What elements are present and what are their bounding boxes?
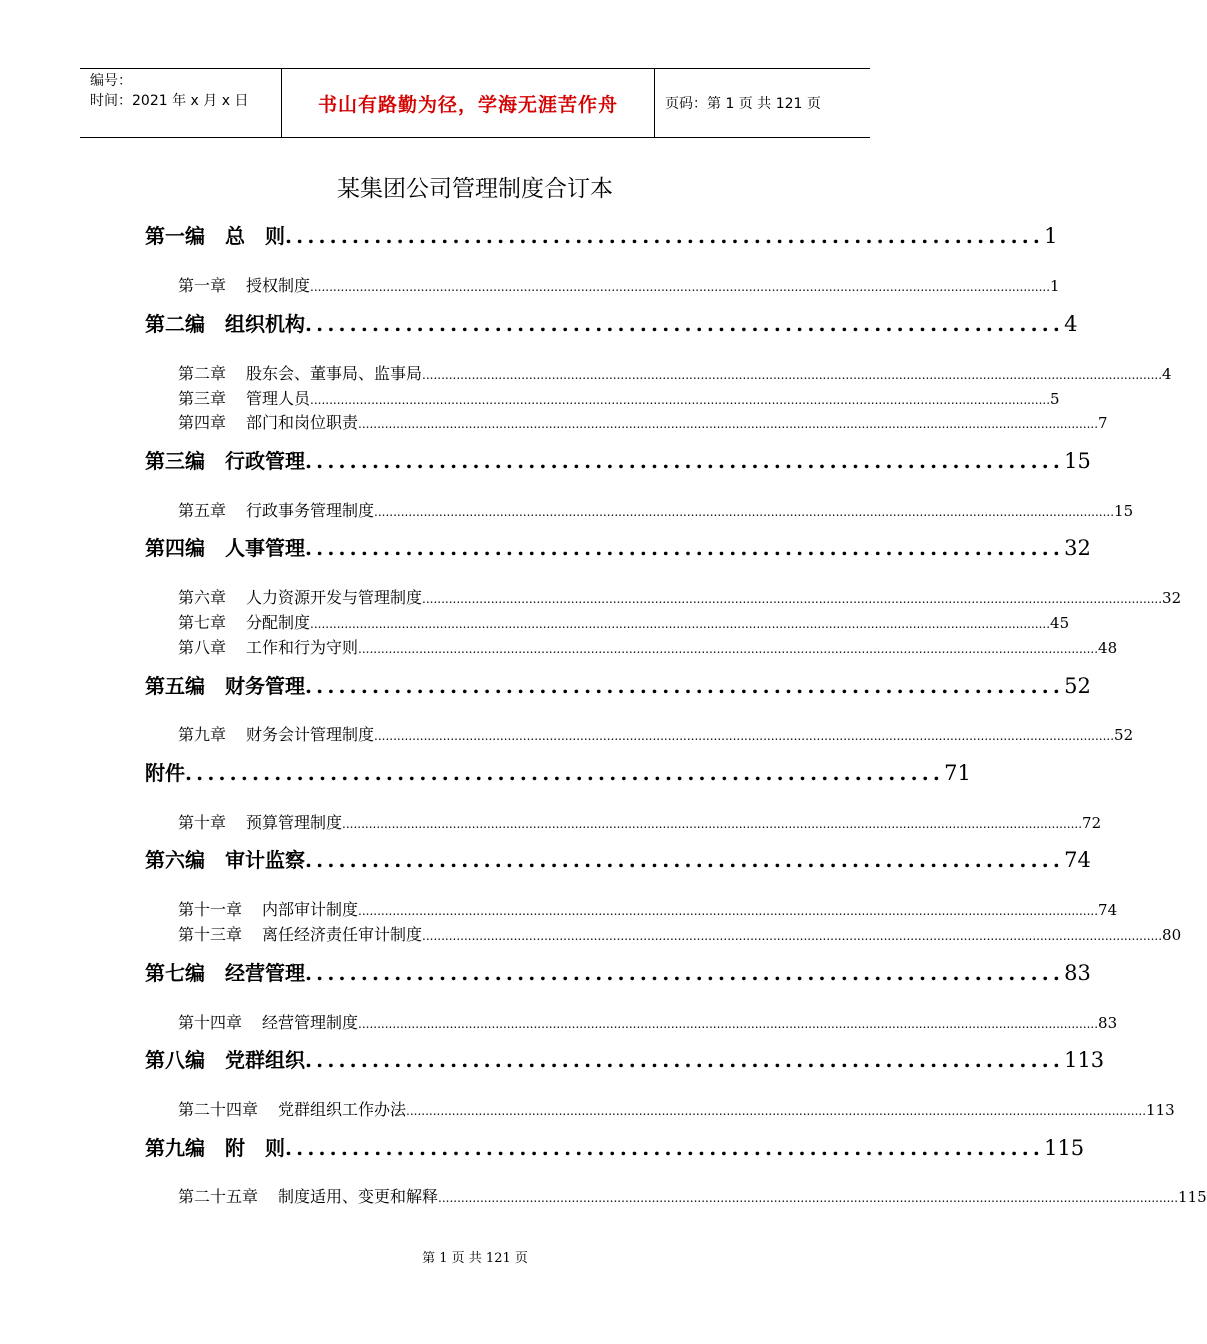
toc-chapter-title: 离任经济责任审计制度 xyxy=(262,925,423,944)
toc-page-number: 115 xyxy=(1178,1188,1207,1206)
toc-leader: .................................................................................................................................................................................................. xyxy=(374,505,1115,519)
toc-part-label: 第二编 组织机构 xyxy=(145,312,305,336)
toc-chapter-label: 第十一章 xyxy=(178,900,243,919)
toc-chapter-label: 第十章 xyxy=(178,813,227,832)
toc-chapter-label: 第七章 xyxy=(178,613,227,632)
toc-leader: .................................................................... xyxy=(305,449,1065,473)
toc-leader: .................................................................... xyxy=(285,1136,1045,1160)
toc-page-number: 83 xyxy=(1098,1014,1118,1032)
toc-leader: .................................................................................................................................................................................................. xyxy=(422,929,1163,943)
toc-leader: .................................................................................................................................................................................................. xyxy=(310,280,1051,294)
toc-chapter-13[interactable] xyxy=(178,922,1182,945)
toc-chapter-label: 第二十四章 xyxy=(178,1100,259,1119)
toc-page-number: 83 xyxy=(1064,961,1091,985)
header-motto-cell xyxy=(282,69,655,137)
toc-leader: .................................................................................................................................................................................................. xyxy=(358,642,1099,656)
page-footer: 第 1 页 共 121 页 xyxy=(422,1251,528,1266)
toc-part-label: 第三编 行政管理 xyxy=(145,449,305,473)
toc-chapter-label: 第五章 xyxy=(178,501,227,520)
toc-leader: .................................................................................................................................................................................................. xyxy=(358,904,1099,918)
toc-chapter-title: 股东会、董事局、监事局 xyxy=(246,364,423,383)
toc-page-number: 1 xyxy=(1044,224,1058,248)
toc-part-8[interactable] xyxy=(145,1044,1105,1073)
toc-leader: .................................................................... xyxy=(285,224,1045,248)
toc-chapter-title: 党群组织工作办法 xyxy=(278,1100,407,1119)
toc-chapter-label: 第十三章 xyxy=(178,925,243,944)
toc-chapter-4[interactable] xyxy=(178,410,1108,433)
toc-part-label: 第九编 附 则 xyxy=(145,1136,285,1160)
toc-page-number: 52 xyxy=(1114,726,1134,744)
toc-chapter-label: 第四章 xyxy=(178,413,227,432)
toc-leader: .................................................................................................................................................................................................. xyxy=(310,617,1051,631)
toc-page-number: 52 xyxy=(1064,674,1091,698)
toc-leader: .................................................................................................................................................................................................. xyxy=(406,1104,1147,1118)
toc-chapter-title: 管理人员 xyxy=(246,389,311,408)
toc-chapter-label: 第一章 xyxy=(178,276,227,295)
toc-part-5[interactable] xyxy=(145,670,1091,699)
toc-page-number: 32 xyxy=(1064,536,1091,560)
time-label: 时间：2021 年 x 月 x 日 xyxy=(90,93,249,109)
toc-page-number: 113 xyxy=(1064,1048,1105,1072)
toc-leader: .................................................................................................................................................................................................. xyxy=(342,817,1083,831)
toc-part-label: 第四编 人事管理 xyxy=(145,536,305,560)
toc-page-number: 45 xyxy=(1050,614,1070,632)
toc-chapter-label: 第二章 xyxy=(178,364,227,383)
toc-part-label: 第五编 财务管理 xyxy=(145,674,305,698)
toc-chapter-label: 第二十五章 xyxy=(178,1187,259,1206)
toc-part-7[interactable] xyxy=(145,957,1091,986)
toc-chapter-label: 第三章 xyxy=(178,389,227,408)
toc-part-label: 第一编 总 则 xyxy=(145,224,285,248)
toc-leader: .................................................................................................................................................................................................. xyxy=(358,417,1099,431)
toc-page-number: 5 xyxy=(1050,390,1060,408)
toc-leader: .................................................................................................................................................................................................. xyxy=(310,393,1051,407)
toc-part-label: 第八编 党群组织 xyxy=(145,1048,305,1072)
toc-part-9[interactable] xyxy=(145,1132,1085,1161)
toc-page-number: 7 xyxy=(1098,414,1108,432)
toc-part-6[interactable] xyxy=(145,844,1091,873)
toc-part-3[interactable] xyxy=(145,445,1091,474)
toc-page-number: 15 xyxy=(1064,449,1091,473)
toc-page-number: 4 xyxy=(1162,365,1172,383)
toc-leader: .................................................................................................................................................................................................. xyxy=(374,729,1115,743)
toc-chapter-6[interactable] xyxy=(178,585,1182,608)
toc-part-2[interactable] xyxy=(145,308,1078,337)
toc-part-label: 第六编 审计监察 xyxy=(145,848,305,872)
toc-chapter-title: 工作和行为守则 xyxy=(246,638,359,657)
toc-chapter-title: 制度适用、变更和解释 xyxy=(278,1187,439,1206)
toc-leader: .................................................................................................................................................................................................. xyxy=(358,1017,1099,1031)
toc-leader: .................................................................................................................................................................................................. xyxy=(438,1191,1179,1205)
toc-leader: .................................................................... xyxy=(305,312,1065,336)
toc-page-number: 32 xyxy=(1162,589,1182,607)
header-meta xyxy=(80,69,282,137)
toc-leader: .................................................................... xyxy=(305,536,1065,560)
toc-page-number: 1 xyxy=(1050,277,1060,295)
toc-chapter-7[interactable] xyxy=(178,610,1070,633)
toc-appendix[interactable] xyxy=(145,757,971,786)
toc-chapter-title: 行政事务管理制度 xyxy=(246,501,375,520)
toc-chapter-1[interactable] xyxy=(178,273,1060,296)
toc-chapter-3[interactable] xyxy=(178,386,1060,409)
toc-chapter-title: 财务会计管理制度 xyxy=(246,725,375,744)
toc-part-label: 附件 xyxy=(145,761,185,785)
toc-chapter-title: 内部审计制度 xyxy=(262,900,359,919)
toc-chapter-title: 经营管理制度 xyxy=(262,1013,359,1032)
toc-page-number: 4 xyxy=(1064,312,1078,336)
toc-page-number: 72 xyxy=(1082,814,1102,832)
toc-chapter-title: 分配制度 xyxy=(246,613,311,632)
toc-chapter-title: 授权制度 xyxy=(246,276,311,295)
toc-chapter-label: 第十四章 xyxy=(178,1013,243,1032)
header-page-cell xyxy=(655,69,870,137)
toc-chapter-8[interactable] xyxy=(178,635,1118,658)
toc-page-number: 115 xyxy=(1044,1136,1085,1160)
toc-chapter-title: 部门和岗位职责 xyxy=(246,413,359,432)
toc-chapter-title: 人力资源开发与管理制度 xyxy=(246,588,423,607)
toc-chapter-9[interactable] xyxy=(178,722,1134,745)
toc-page-number: 71 xyxy=(944,761,971,785)
toc-part-1[interactable] xyxy=(145,220,1058,249)
toc-page-number: 113 xyxy=(1146,1101,1175,1119)
toc-page-number: 74 xyxy=(1064,848,1091,872)
toc-chapter-25[interactable] xyxy=(178,1184,1207,1207)
document-title: 某集团公司管理制度合订本 xyxy=(337,176,613,202)
toc-chapter-label: 第九章 xyxy=(178,725,227,744)
toc-page-number: 80 xyxy=(1162,926,1182,944)
toc-leader: .................................................................................................................................................................................................. xyxy=(422,592,1163,606)
toc-chapter-label: 第六章 xyxy=(178,588,227,607)
toc-page-number: 48 xyxy=(1098,639,1118,657)
toc-chapter-label: 第八章 xyxy=(178,638,227,657)
motto-text: 书山有路勤为径，学海无涯苦作舟 xyxy=(317,93,618,116)
toc-chapter-24[interactable] xyxy=(178,1097,1175,1120)
toc-part-label: 第七编 经营管理 xyxy=(145,961,305,985)
toc-chapter-title: 预算管理制度 xyxy=(246,813,343,832)
toc-chapter-10[interactable] xyxy=(178,810,1102,833)
page-info: 页码：第 1 页 共 121 页 xyxy=(665,96,821,112)
toc-page-number: 15 xyxy=(1114,502,1134,520)
number-label: 编号： xyxy=(90,73,132,89)
toc-chapter-14[interactable] xyxy=(178,1010,1118,1033)
toc-page-number: 74 xyxy=(1098,901,1118,919)
toc-chapter-5[interactable] xyxy=(178,498,1134,521)
toc-leader: .................................................................... xyxy=(305,1048,1065,1072)
toc-chapter-2[interactable] xyxy=(178,361,1172,384)
toc-leader: .................................................................................................................................................................................................. xyxy=(422,368,1163,382)
toc-leader: .................................................................... xyxy=(305,848,1065,872)
toc-leader: .................................................................... xyxy=(305,961,1065,985)
toc-leader: .................................................................... xyxy=(185,761,945,785)
toc-chapter-11[interactable] xyxy=(178,897,1118,920)
toc-part-4[interactable] xyxy=(145,532,1091,561)
toc-leader: .................................................................... xyxy=(305,674,1065,698)
document-header xyxy=(80,68,870,138)
